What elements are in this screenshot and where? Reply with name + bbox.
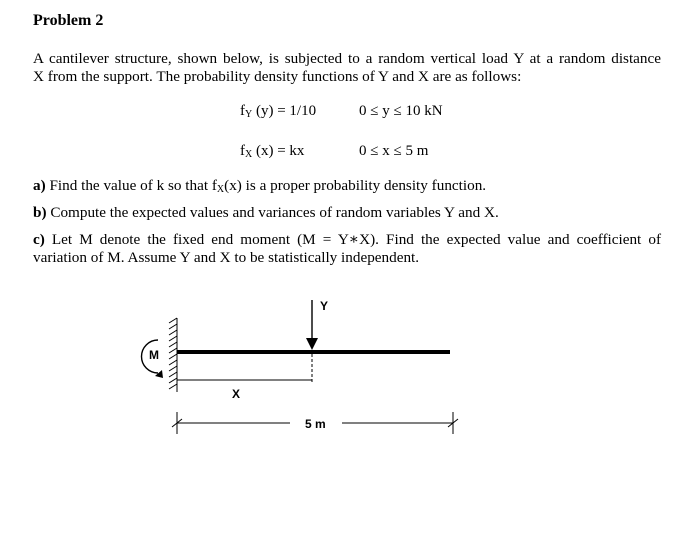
- part-c-line-1: c) Let M denote the fixed end moment (M = Y∗X). Find the expected value and coefficient of: [33, 231, 661, 248]
- length-label: 5 m: [305, 417, 326, 431]
- fixed-support-hatching: [169, 318, 177, 392]
- part-b: b) Compute the expected values and variances of random variables Y and X.: [33, 204, 499, 221]
- intro-line-1: A cantilever structure, shown below, is subjected to a random vertical load Y at a random distance: [33, 50, 661, 67]
- load-arrow-head: [306, 338, 318, 350]
- pdf-y-equation: fY (y) = 1/10: [240, 103, 317, 120]
- load-label: Y: [320, 299, 329, 313]
- pdf-x-range: 0 ≤ x ≤ 5 m: [359, 143, 429, 159]
- moment-label: M: [149, 348, 159, 362]
- pdf-x-equation: fX (x) = kx: [240, 143, 305, 160]
- distance-x-label: X: [232, 387, 241, 401]
- pdf-y-range: 0 ≤ y ≤ 10 kN: [359, 103, 443, 119]
- part-c-line-2: variation of M. Assume Y and X to be statistically independent.: [33, 249, 420, 266]
- part-a: a) Find the value of k so that fX(x) is a proper probability density function.: [33, 177, 487, 195]
- intro-line-2: X from the support. The probability density functions of Y and X are as follows:: [33, 68, 522, 85]
- problem-title: Problem 2: [33, 12, 104, 29]
